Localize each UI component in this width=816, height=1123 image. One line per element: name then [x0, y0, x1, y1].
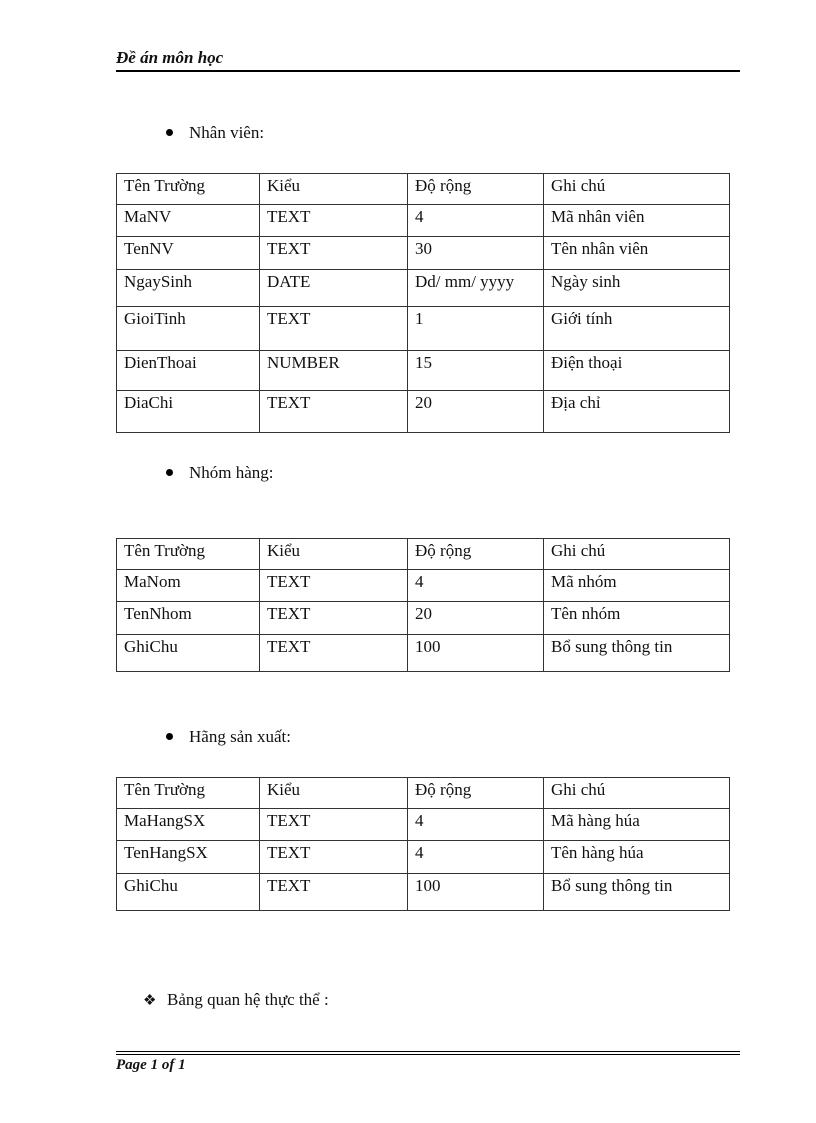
table-cell: Bổ sung thông tin [544, 874, 730, 911]
column-header: Ghi chú [544, 174, 730, 205]
column-header: Độ rộng [408, 539, 544, 570]
table-row [117, 635, 730, 672]
table-cell: TenNV [117, 237, 260, 270]
table-cell: Tên hàng húa [544, 841, 730, 874]
table-cell: TenHangSX [117, 841, 260, 874]
table-cell: Tên nhóm [544, 602, 730, 635]
column-header: Độ rộng [408, 778, 544, 809]
table-row [117, 205, 730, 237]
column-header: Kiểu [260, 778, 408, 809]
table-cell: Mã nhân viên [544, 205, 730, 237]
column-header: Ghi chú [544, 778, 730, 809]
table-cell: 20 [408, 602, 544, 635]
table-row [117, 307, 730, 351]
section-heading-nhom-hang [166, 463, 274, 483]
table-cell: MaHangSX [117, 809, 260, 841]
table-cell: Địa chỉ [544, 391, 730, 433]
section-heading-label: Hãng sản xuất: [189, 727, 291, 746]
table-cell: 20 [408, 391, 544, 433]
table-cell: TEXT [260, 307, 408, 351]
table-cell: 15 [408, 351, 544, 391]
section-heading-label: Nhóm hàng: [189, 463, 274, 482]
diamond-bullet-icon: ❖ [143, 993, 157, 1009]
table-header-row [117, 174, 730, 205]
column-header: Tên Trường [117, 778, 260, 809]
table-cell: TEXT [260, 809, 408, 841]
table-header-row [117, 539, 730, 570]
table-cell: TEXT [260, 205, 408, 237]
table-cell: TenNhom [117, 602, 260, 635]
table-cell: 1 [408, 307, 544, 351]
table-cell: Tên nhân viên [544, 237, 730, 270]
table-row [117, 570, 730, 602]
table-row [117, 237, 730, 270]
footer-divider [116, 1051, 740, 1055]
table-cell: TEXT [260, 635, 408, 672]
table-cell: TEXT [260, 602, 408, 635]
table-cell: Bổ sung thông tin [544, 635, 730, 672]
table-header-row [117, 778, 730, 809]
table-cell: 4 [408, 809, 544, 841]
table-row [117, 602, 730, 635]
table-cell: DATE [260, 270, 408, 307]
table-nhan-vien [116, 173, 730, 433]
table-nhom-hang [116, 538, 730, 672]
table-hang-san-xuat [116, 777, 730, 911]
table-cell: TEXT [260, 391, 408, 433]
table-cell: GioiTinh [117, 307, 260, 351]
bullet-icon [166, 469, 173, 476]
table-cell: 100 [408, 635, 544, 672]
table-cell: TEXT [260, 570, 408, 602]
table-cell: NUMBER [260, 351, 408, 391]
er-heading-label: Bảng quan hệ thực thể : [167, 990, 329, 1009]
section-heading-hang-san-xuat [166, 727, 291, 747]
bullet-icon [166, 129, 173, 136]
er-section-heading [143, 990, 329, 1010]
table-cell: DiaChi [117, 391, 260, 433]
column-header: Kiểu [260, 539, 408, 570]
table-row [117, 874, 730, 911]
column-header: Kiểu [260, 174, 408, 205]
table-cell: NgaySinh [117, 270, 260, 307]
table-row [117, 270, 730, 307]
table-cell: GhiChu [117, 874, 260, 911]
table-cell: 30 [408, 237, 544, 270]
table-row [117, 841, 730, 874]
table-row [117, 391, 730, 433]
table-cell: Dd/ mm/ yyyy [408, 270, 544, 307]
table-cell: Ngày sinh [544, 270, 730, 307]
table-cell: 4 [408, 570, 544, 602]
table-cell: Mã hàng húa [544, 809, 730, 841]
column-header: Ghi chú [544, 539, 730, 570]
table-cell: MaNom [117, 570, 260, 602]
table-cell: Mã nhóm [544, 570, 730, 602]
section-heading-nhan-vien [166, 123, 264, 143]
table-cell: TEXT [260, 237, 408, 270]
bullet-icon [166, 733, 173, 740]
column-header: Tên Trường [117, 539, 260, 570]
table-cell: 4 [408, 205, 544, 237]
table-row [117, 809, 730, 841]
table-cell: MaNV [117, 205, 260, 237]
page-header-title: Đề án môn học [116, 48, 740, 72]
table-cell: Điện thoại [544, 351, 730, 391]
table-cell: TEXT [260, 874, 408, 911]
table-cell: TEXT [260, 841, 408, 874]
table-row [117, 351, 730, 391]
column-header: Độ rộng [408, 174, 544, 205]
table-cell: GhiChu [117, 635, 260, 672]
table-cell: 4 [408, 841, 544, 874]
table-cell: DienThoai [117, 351, 260, 391]
table-cell: 100 [408, 874, 544, 911]
section-heading-label: Nhân viên: [189, 123, 265, 142]
column-header: Tên Trường [117, 174, 260, 205]
table-cell: Giới tính [544, 307, 730, 351]
page-footer-label: Page 1 of 1 [116, 1057, 186, 1073]
